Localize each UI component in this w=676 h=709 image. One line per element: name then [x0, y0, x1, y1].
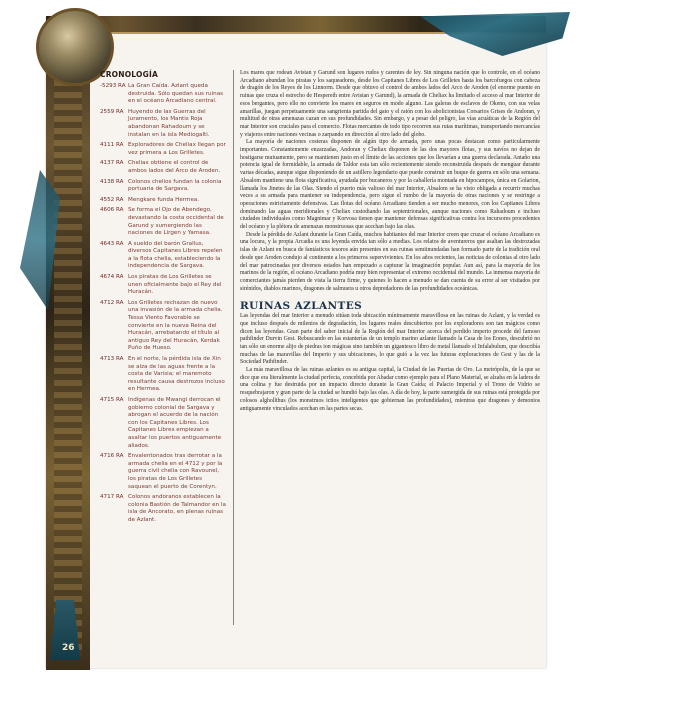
timeline-list [100, 83, 226, 524]
timeline-title: CRONOLOGÍA [100, 70, 158, 79]
timeline-entry [100, 241, 226, 271]
ornate-left-border [46, 16, 90, 670]
timeline-year: 4717 RA [100, 494, 124, 501]
paragraph: Desde la pérdida de Azlant durante la Gran Caída, muchos habitantes del mar Interior creen que cruzar el océano Arcadiano es una locura, y la propia Arcadia es una leyenda envida tan sólo a medias. Los relatos de aventureros que asaltan las destrozadas islas de Azlant en busca de fantásticos tesoros aún presentes en sus ruinas semiinundadas han formado parte de la tradición oral desde que Aroden condujo al continente a los primeros supervivientes. En los años recientes, las noticias de colonias al otro lado del mar patrocinadas por diversos estados han empezado a capturar la imaginación popular. Aun así, para la mayoría de los marinos de la región, el océano Arcadiano podría muy bien representar el extremo occidental del mundo. La inmensa mayoría de comerciantes jamás pierden de vista la tierra firme, y quienes lo hacen a menudo se dan cuenta de su error al ser visitados por sirénidos, diablos marinos, dragones de salmuera u otros depredadores de las profundidades oceánicas. [240, 231, 540, 292]
timeline-text: La Gran Caída. Azlant queda destruida. Sólo quedan sus ruinas en el océano Arcadiano central. [128, 83, 224, 105]
timeline-year: 4137 RA [100, 160, 124, 167]
timeline-entry [100, 179, 226, 194]
timeline-entry [100, 142, 226, 157]
timeline-entry [100, 397, 226, 450]
timeline-year: -5293 RA [100, 83, 126, 89]
timeline-text: Se forma el Ojo de Abendego, devastando la costa occidental de Garund y sumergiendo las naciones de Lirgen y Yamasa. [128, 207, 224, 237]
timeline-year: 4712 RA [100, 299, 124, 306]
timeline-entry [100, 453, 226, 491]
timeline-year: 4138 RA [100, 178, 124, 185]
timeline-text: Mengkare funda Hermea. [128, 196, 200, 203]
timeline-year: 4674 RA [100, 274, 124, 281]
timeline-entry [100, 160, 226, 175]
section-heading: RUINAS AZLANTES [240, 300, 363, 313]
timeline-text: Los Grilletes rechazan de nuevo una invasión de la armada chelia. Tessa Viento Favorable se convierte en la nueva Reina del Huracán, arrebatando el título al antiguo Rey del Huracán, Kerdak Puño de Hueso. [128, 299, 223, 352]
timeline-year: 4643 RA [100, 240, 124, 247]
timeline-sidebar [100, 70, 226, 527]
timeline-entry [100, 197, 226, 205]
timeline-text: Exploradores de Cheliax llegan por vez primera a Los Grilletes. [128, 142, 226, 156]
border-pillar [54, 56, 82, 656]
timeline-year: 4715 RA [100, 396, 124, 403]
main-text [240, 70, 540, 413]
timeline-text: En el norte, la pérdida isla de Xin se alza de las aguas frente a la costa de Varisia; el maremoto resultante causa destrozos incluso en Hermea. [128, 356, 225, 393]
timeline-entry [100, 300, 226, 353]
timeline-year: 2559 RA [100, 108, 124, 115]
paragraph: Las leyendas del mar Interior a menudo sitúan toda ubicación mínimamente maravillosa en las ruinas de Azlant, y la verdad es que incluso después de milenios de degradación, los lugares reales descubiertos por los exploradores son tan mágicos como dicen las leyendas. Gran parte del saber inicial de la Región del mar Interior acerca del perdido imperio procede del famoso pathfinder Durvin Gest. Rebuscando en las estanterías de un templo marino azlante llamado la Casa de los Eones, descubrió no tan sólo un enorme alijo de piedras ion mágicas sino también un gigantesco libro de metal llamado el Infalabulum, que describía muchas de las maravillas del Imperio y sus ubicaciones, lo que guió a la vez las futuras exploraciones de Gest y las de la Sociedad Pathfinder. [240, 313, 540, 366]
timeline-year: 4713 RA [100, 356, 124, 362]
timeline-text: Los piratas de Los Grilletes se unen oficialmente bajo el Rey del Huracán. [128, 274, 222, 296]
timeline-entry [100, 83, 226, 106]
timeline-year: 4111 RA [100, 142, 124, 149]
timeline-entry [100, 207, 226, 237]
timeline-text: Envalentonados tras derrotar a la armada chelia en el 4712 y por la guerra civil chelia con Ravounel, los piratas de Los Grilletes saquean el puerto de Corentyn. [128, 453, 223, 490]
timeline-text: Indígenas de Mwangi derrocan el gobierno colonial de Sargava y abrogan el acuerdo de la nación con los Capitanes Libres. Los Capitanes Libres empiezan a asaltar los puertos antiguamente aliados. [128, 396, 222, 449]
timeline-text: Colonos chelios fundan la colonia portuaria de Sargava. [128, 178, 222, 193]
paragraph: La más maravillosa de las ruinas azlantes es su antigua capital, la Ciudad de las Puertas de Oro. La metrópolis, de la que se dice que era literalmente la ciudad perfecta, concebida por Abadar como ejemplo para el Plano Material, se alzaba en la ladera de una colina y fue destruida por un impacto directo durante la Gran Caída; el Palacio Imperial y el Trono de Vidrio se resquebrajaron y gran parte de la ciudad se hundió bajo las olas. A día de hoy, la parte sumergida de sus ruinas está protegida por colosos alghollthus (los monstruos ictios inteligentes que gobiernan las profundidades), mientras que dragones y demonios antiguamente vinculados acechan en las partes secas. [240, 367, 540, 412]
timeline-text: Huyendo de las Guerras del Juramento, los Mantis Roja abandonan Rahadoum y se instalan en la isla Mediogalti. [128, 108, 210, 138]
paragraph: La mayoría de naciones costeras disponen de algún tipo de armada, pero unas pocas destacan como particularmente importantes. Constantemente enzarzadas, Andoran y Cheliax disponen de las dos mayores flotas, y sus navíos no dejan de hostigarse mutuamente, pero se mantienen justo en el límite de las acciones que los llevarían a una guerra declarada. Antaño una potencia igual de formidable, la armada de Taldor esta tan sólo recientemente siendo reconstruida después de menguar durante varias décadas, aunque sigue disponiendo de un astillero legendario que puede construir un buque de guerra en sólo una semana. Absalom mantiene una flota significativa, ayudada por bucaneros y por la caballería montada en hipocampos, única en Golarion, llamada los Jinetes de las Olas. Siendo el puerto más valioso del mar Interior, Absalom se ha visto obligada a recurrir muchas veces a su armada para mantener su independencia, pero sigue el rumbo de la mayoría de otras naciones y se restringe a operaciones estrictamente defensivas. Las flotas del océano Arcadiano tienden a ser mucho menores, con los Capitanes Libres dominando las aguas meridionales y Cheliax custodiando las septentrionales, aunque naciones como Rahadoum e incluso ciudades individuales como Magnimar y Korvosa tienen que mantener defensas significativas contra los incursores procedentes del océano y la plétora de amenazas monstruosas que acechan bajo las olas. [240, 139, 540, 231]
timeline-entry [100, 356, 226, 394]
timeline-entry [100, 274, 226, 297]
timeline-entry [100, 109, 226, 139]
paragraph: Los mares que rodean Avistan y Garund son lugares rudos y carentes de ley. Sin ninguna nación que lo controle, en el océano Arcadiano abundan los piratas y los saqueadores, desde los Capitanes Libres de Los Grilletes hasta los barcofuegos con cabeza de dragón de los Reyes de los Linnorm. Desde que obtuvo el control de ambos lados del Arco de Aroden (el enorme puente en ruinas que cruza el estrecho de Hespereth entre Avistan y Garund), la armada de Cheliax ha limitado el acceso al mar Interior de esos bergantes, pero ello no convierte los mares en seguros en modo alguno. Las galeras de esclavos de Okeno, con sus velas amarillas, juegan perpetuamente una sangrienta partida del gato y el ratón con los abolicionistas Corsarios Grises de Andoran, y multitud de otras amenazas cazan en sus profundidades. Sin embargo, y a pesar del peligro, las vías acuáticas de la Región del mar Interior son cruciales para el comercio. Flotas mercantes de todo tipo recorren sus rutas marítimas, transportando mercancías y viajeros entre naciones vecinas o zarpando en dirección al otro lado del globo. [240, 70, 540, 138]
timeline-year: 4552 RA [100, 196, 124, 203]
page-number: 26 [62, 643, 75, 653]
timeline-text: Colonos andoranos establecen la colonia Bastión de Talmandor en la isla de Ancorato, en plenas ruinas de Azlant. [128, 494, 226, 523]
timeline-year: 4606 RA [100, 207, 124, 214]
timeline-text: Cheliax obtiene el control de ambos lados del Arco de Aroden. [128, 160, 221, 174]
timeline-year: 4716 RA [100, 453, 124, 460]
timeline-text: A sueldo del barón Grallus, diversos Capitanes Libres repelen a la flota chelia, estableciendo la independencia de Sargava. [128, 240, 223, 270]
column-divider [233, 70, 234, 625]
timeline-entry [100, 494, 226, 524]
